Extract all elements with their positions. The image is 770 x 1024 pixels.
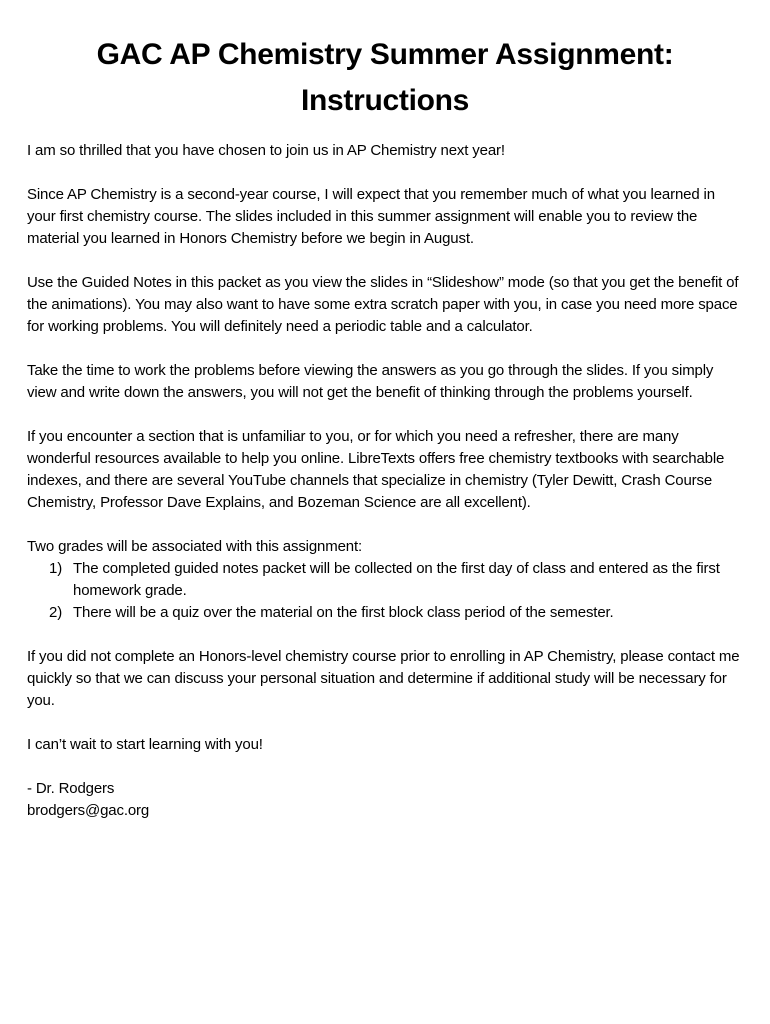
- grades-list: [27, 558, 743, 624]
- page-title: [20, 32, 750, 124]
- paragraph-closing: I can’t wait to start learning with you!: [27, 736, 263, 753]
- paragraph-welcome: I am so thrilled that you have chosen to join us in AP Chemistry next year!: [27, 142, 505, 159]
- paragraph-guided-notes: Use the Guided Notes in this packet as you view the slides in “Slideshow” mode (so that you get the benefit of the animations). You may also want to have some extra scratch paper with you, in case you need more space for working problems. You will definitely need a periodic table and a calculator.: [27, 274, 739, 335]
- document-body: [27, 140, 743, 822]
- paragraph-review: Since AP Chemistry is a second-year course, I will expect that you remember much of what you learned in your first chemistry course. The slides included in this summer assignment will enable you to review the material you learned in Honors Chemistry before we begin in August.: [27, 186, 715, 247]
- paragraph-grades-intro: Two grades will be associated with this assignment:: [27, 538, 363, 555]
- list-item-text: The completed guided notes packet will be collected on the first day of class and entered as the first homework grade.: [73, 560, 720, 599]
- signature-name: - Dr. Rodgers: [27, 780, 115, 797]
- list-item: [27, 558, 743, 602]
- list-item: [27, 602, 743, 624]
- paragraph-work-problems: Take the time to work the problems before viewing the answers as you go through the slides. If you simply view and write down the answers, you will not get the benefit of thinking through the problems yourself.: [27, 362, 714, 401]
- signature-email: brodgers@gac.org: [27, 802, 150, 819]
- title-line-2: Instructions: [300, 84, 470, 117]
- list-item-number: 2): [49, 604, 63, 621]
- paragraph-resources: If you encounter a section that is unfamiliar to you, or for which you need a refresher, there are many wonderful resources available to help you online. LibreTexts offers free chemistry textbooks with searchable indexes, and there are several YouTube channels that specialize in chemistry (Tyler Dewitt, Crash Course Chemistry, Professor Dave Explains, and Bozeman Science are all excellent).: [27, 428, 725, 511]
- list-item-number: 1): [49, 560, 63, 577]
- paragraph-prior-course: If you did not complete an Honors-level chemistry course prior to enrolling in AP Chemistry, please contact me quickly so that we can discuss your personal situation and determine if additional study will be necessary for you.: [27, 648, 740, 709]
- title-line-1: GAC AP Chemistry Summer Assignment:: [96, 38, 674, 71]
- signature-block: [27, 778, 743, 822]
- list-item-text: There will be a quiz over the material on the first block class period of the semester.: [73, 604, 614, 621]
